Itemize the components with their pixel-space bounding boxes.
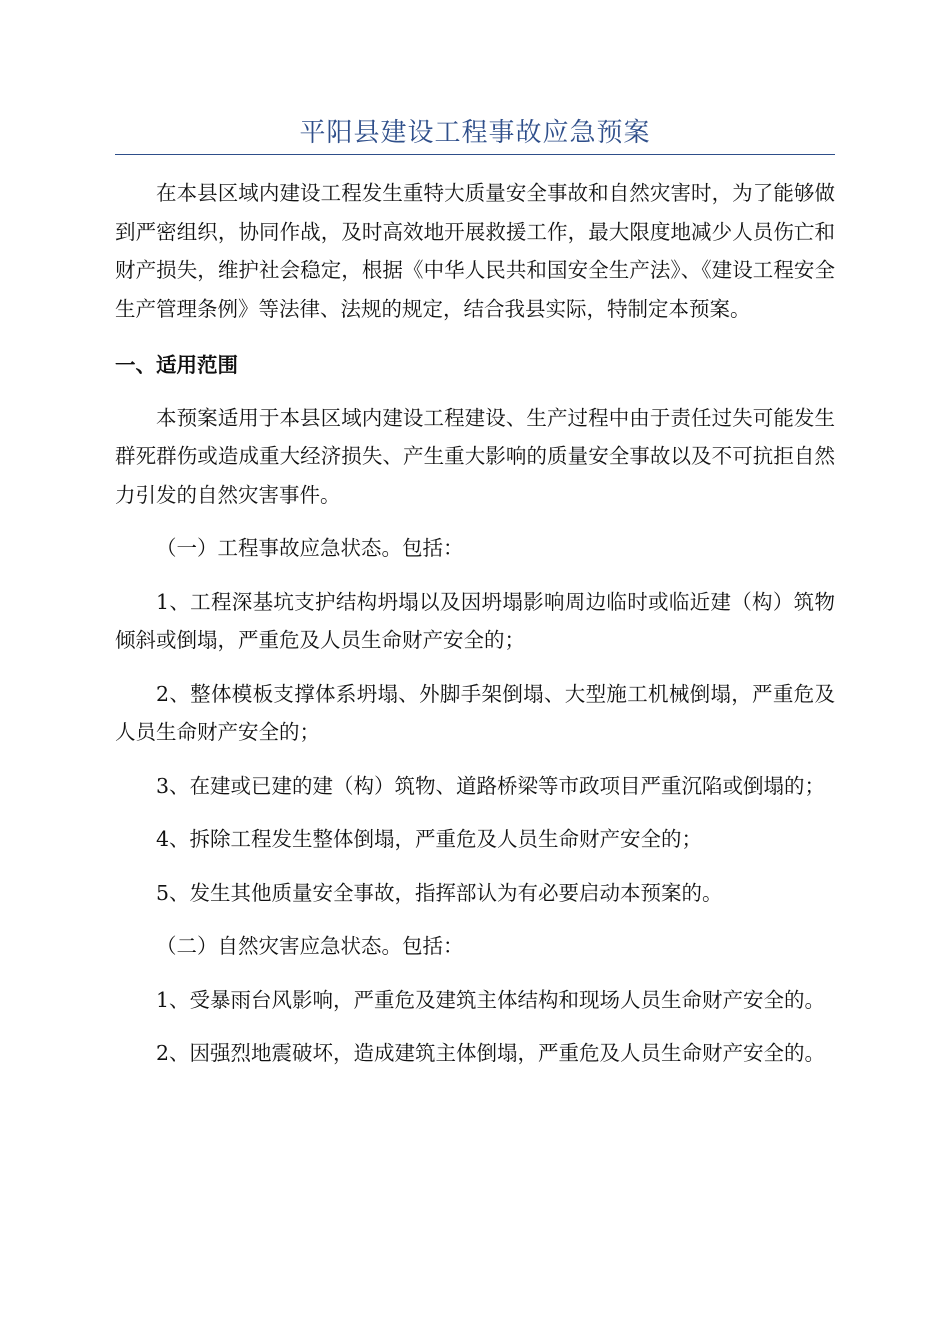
accident-item-5: 5、发生其他质量安全事故，指挥部认为有必要启动本预案的。 bbox=[156, 880, 723, 905]
subsection-heading-accident: （一）工程事故应急状态。包括： bbox=[156, 536, 464, 560]
accident-item-1: 1、工程深基坑支护结构坍塌以及因坍塌影响周边临时或临近建（构）筑物倾斜或倒塌，严重危及人员生命财产安全的； bbox=[115, 589, 835, 652]
accident-item-3: 3、在建或已建的建（构）筑物、道路桥梁等市政项目严重沉陷或倒塌的； bbox=[156, 773, 826, 798]
section-heading-scope: 一、适用范围 bbox=[115, 353, 238, 377]
subsection-heading-disaster: （二）自然灾害应急状态。包括： bbox=[156, 934, 464, 958]
document-page bbox=[115, 0, 835, 1073]
accident-item-2: 2、整体模板支撑体系坍塌、外脚手架倒塌、大型施工机械倒塌，严重危及人员生命财产安全的； bbox=[115, 681, 835, 744]
document-title: 平阳县建设工程事故应急预案 bbox=[299, 118, 651, 148]
intro-paragraph: 在本县区域内建设工程发生重特大质量安全事故和自然灾害时，为了能够做到严密组织，协同作战，及时高效地开展救援工作，最大限度地减少人员伤亡和财产损失，维护社会稳定，根据《中华人民共和国安全生产法》、《建设工程安全生产管理条例》等法律、法规的规定，结合我县实际，特制定本预案。 bbox=[115, 181, 835, 321]
scope-paragraph: 本预案适用于本县区域内建设工程建设、生产过程中由于责任过失可能发生群死群伤或造成重大经济损失、产生重大影响的质量安全事故以及不可抗拒自然力引发的自然灾害事件。 bbox=[115, 405, 835, 507]
disaster-item-1: 1、受暴雨台风影响，严重危及建筑主体结构和现场人员生命财产安全的。 bbox=[156, 987, 826, 1012]
accident-item-4: 4、拆除工程发生整体倒塌，严重危及人员生命财产安全的； bbox=[156, 827, 703, 851]
disaster-item-2: 2、因强烈地震破坏，造成建筑主体倒塌，严重危及人员生命财产安全的。 bbox=[156, 1041, 826, 1065]
title-underline bbox=[115, 154, 835, 155]
